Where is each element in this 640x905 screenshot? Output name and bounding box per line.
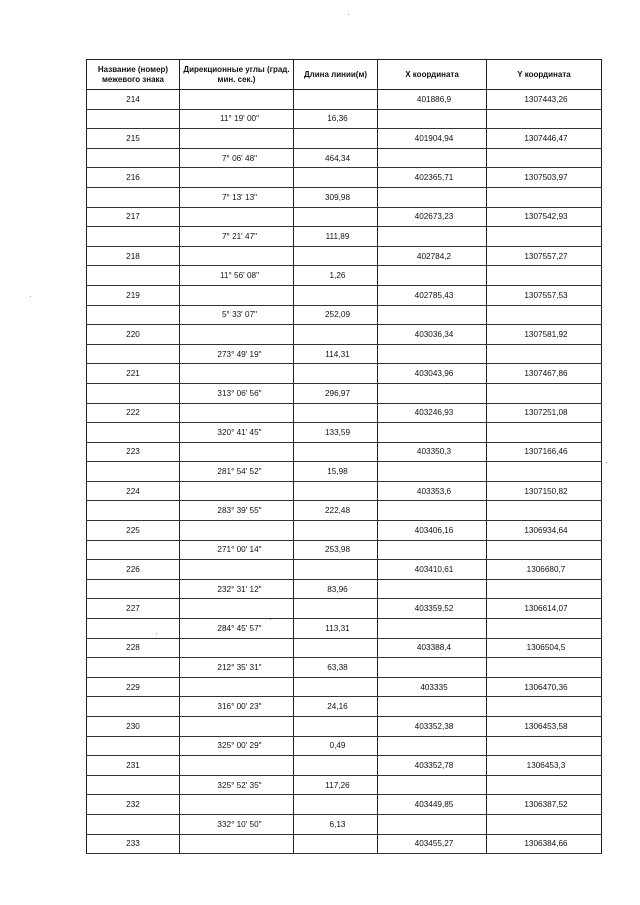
y-coordinate: 1307581,92 xyxy=(487,325,602,345)
empty-cell xyxy=(294,756,378,776)
empty-cell xyxy=(180,364,294,384)
empty-cell xyxy=(378,383,487,403)
empty-cell xyxy=(294,246,378,266)
empty-cell xyxy=(180,403,294,423)
point-row xyxy=(87,599,602,619)
point-name: 233 xyxy=(87,834,180,854)
line-length: 464,34 xyxy=(294,148,378,168)
segment-row xyxy=(87,775,602,795)
scan-speck xyxy=(606,462,607,463)
point-row xyxy=(87,168,602,188)
empty-cell xyxy=(294,599,378,619)
empty-cell xyxy=(294,638,378,658)
header-length: Длина линии(м) xyxy=(294,60,378,90)
x-coordinate: 403455,27 xyxy=(378,834,487,854)
direction-angle: 7° 21' 47" xyxy=(180,227,294,247)
empty-cell xyxy=(487,697,602,717)
empty-cell xyxy=(180,521,294,541)
segment-row xyxy=(87,266,602,286)
direction-angle: 320° 41' 45" xyxy=(180,423,294,443)
line-length: 309,98 xyxy=(294,187,378,207)
segment-row xyxy=(87,814,602,834)
empty-cell xyxy=(294,717,378,737)
y-coordinate: 1306680,7 xyxy=(487,560,602,580)
point-name: 232 xyxy=(87,795,180,815)
header-angle: Дирекционные углы (град. мин. сек.) xyxy=(180,60,294,90)
scan-speck xyxy=(348,14,349,15)
empty-cell xyxy=(180,442,294,462)
segment-row xyxy=(87,423,602,443)
empty-cell xyxy=(87,658,180,678)
segment-row xyxy=(87,697,602,717)
y-coordinate: 1306934,64 xyxy=(487,521,602,541)
empty-cell xyxy=(378,266,487,286)
x-coordinate: 403353,6 xyxy=(378,481,487,501)
segment-row xyxy=(87,227,602,247)
y-coordinate: 1307467,86 xyxy=(487,364,602,384)
empty-cell xyxy=(487,227,602,247)
empty-cell xyxy=(378,540,487,560)
direction-angle: 325° 00' 29" xyxy=(180,736,294,756)
y-coordinate: 1306387,52 xyxy=(487,795,602,815)
point-name: 214 xyxy=(87,90,180,110)
empty-cell xyxy=(378,227,487,247)
direction-angle: 273° 49' 19" xyxy=(180,344,294,364)
header-x: X координата xyxy=(378,60,487,90)
x-coordinate: 403350,3 xyxy=(378,442,487,462)
line-length: 117,26 xyxy=(294,775,378,795)
table-body xyxy=(87,90,602,854)
segment-row xyxy=(87,579,602,599)
empty-cell xyxy=(87,697,180,717)
empty-cell xyxy=(87,501,180,521)
line-length: 0,49 xyxy=(294,736,378,756)
empty-cell xyxy=(487,109,602,129)
segment-row xyxy=(87,658,602,678)
x-coordinate: 402365,71 xyxy=(378,168,487,188)
point-row xyxy=(87,403,602,423)
y-coordinate: 1306384,66 xyxy=(487,834,602,854)
line-length: 296,97 xyxy=(294,383,378,403)
empty-cell xyxy=(378,187,487,207)
header-y: Y координата xyxy=(487,60,602,90)
line-length: 253,98 xyxy=(294,540,378,560)
empty-cell xyxy=(180,246,294,266)
line-length: 83,96 xyxy=(294,579,378,599)
empty-cell xyxy=(87,775,180,795)
point-name: 216 xyxy=(87,168,180,188)
y-coordinate: 1307542,93 xyxy=(487,207,602,227)
empty-cell xyxy=(180,795,294,815)
x-coordinate: 403359,52 xyxy=(378,599,487,619)
empty-cell xyxy=(487,579,602,599)
line-length: 133,59 xyxy=(294,423,378,443)
point-row xyxy=(87,560,602,580)
empty-cell xyxy=(180,129,294,149)
point-name: 215 xyxy=(87,129,180,149)
x-coordinate: 403352,78 xyxy=(378,756,487,776)
empty-cell xyxy=(378,619,487,639)
point-row xyxy=(87,285,602,305)
point-row xyxy=(87,834,602,854)
empty-cell xyxy=(180,481,294,501)
direction-angle: 271° 00' 14" xyxy=(180,540,294,560)
point-name: 223 xyxy=(87,442,180,462)
y-coordinate: 1307557,53 xyxy=(487,285,602,305)
empty-cell xyxy=(378,148,487,168)
y-coordinate: 1306453,3 xyxy=(487,756,602,776)
empty-cell xyxy=(87,619,180,639)
line-length: 222,48 xyxy=(294,501,378,521)
empty-cell xyxy=(87,187,180,207)
y-coordinate: 1307443,26 xyxy=(487,90,602,110)
empty-cell xyxy=(487,305,602,325)
empty-cell xyxy=(87,540,180,560)
point-name: 217 xyxy=(87,207,180,227)
empty-cell xyxy=(487,148,602,168)
direction-angle: 11° 19' 00" xyxy=(180,109,294,129)
empty-cell xyxy=(87,423,180,443)
point-row xyxy=(87,677,602,697)
empty-cell xyxy=(487,658,602,678)
y-coordinate: 1306504,5 xyxy=(487,638,602,658)
direction-angle: 283° 39' 55" xyxy=(180,501,294,521)
empty-cell xyxy=(487,619,602,639)
empty-cell xyxy=(378,658,487,678)
y-coordinate: 1306453,58 xyxy=(487,717,602,737)
x-coordinate: 403406,16 xyxy=(378,521,487,541)
x-coordinate: 403043,96 xyxy=(378,364,487,384)
empty-cell xyxy=(180,677,294,697)
empty-cell xyxy=(294,677,378,697)
y-coordinate: 1307166,46 xyxy=(487,442,602,462)
x-coordinate: 403246,93 xyxy=(378,403,487,423)
point-row xyxy=(87,442,602,462)
direction-angle: 281° 54' 52" xyxy=(180,462,294,482)
empty-cell xyxy=(378,109,487,129)
empty-cell xyxy=(294,325,378,345)
point-name: 222 xyxy=(87,403,180,423)
x-coordinate: 402673,23 xyxy=(378,207,487,227)
empty-cell xyxy=(180,638,294,658)
empty-cell xyxy=(87,109,180,129)
empty-cell xyxy=(487,344,602,364)
y-coordinate: 1307150,82 xyxy=(487,481,602,501)
line-length: 15,98 xyxy=(294,462,378,482)
point-row xyxy=(87,246,602,266)
segment-row xyxy=(87,148,602,168)
y-coordinate: 1307503,97 xyxy=(487,168,602,188)
empty-cell xyxy=(87,148,180,168)
point-name: 224 xyxy=(87,481,180,501)
direction-angle: 325° 52' 35" xyxy=(180,775,294,795)
empty-cell xyxy=(180,756,294,776)
empty-cell xyxy=(487,462,602,482)
point-row xyxy=(87,207,602,227)
boundary-coordinates-table xyxy=(86,59,602,854)
empty-cell xyxy=(180,90,294,110)
point-name: 228 xyxy=(87,638,180,658)
direction-angle: 284° 45' 57" xyxy=(180,619,294,639)
point-name: 219 xyxy=(87,285,180,305)
empty-cell xyxy=(487,423,602,443)
empty-cell xyxy=(180,207,294,227)
segment-row xyxy=(87,736,602,756)
x-coordinate: 403335 xyxy=(378,677,487,697)
direction-angle: 332° 10' 50" xyxy=(180,814,294,834)
empty-cell xyxy=(180,560,294,580)
empty-cell xyxy=(180,285,294,305)
empty-cell xyxy=(294,364,378,384)
empty-cell xyxy=(294,442,378,462)
empty-cell xyxy=(180,599,294,619)
line-length: 252,09 xyxy=(294,305,378,325)
empty-cell xyxy=(487,266,602,286)
point-name: 221 xyxy=(87,364,180,384)
y-coordinate: 1307251,08 xyxy=(487,403,602,423)
direction-angle: 313° 06' 56" xyxy=(180,383,294,403)
x-coordinate: 403449,85 xyxy=(378,795,487,815)
point-row xyxy=(87,90,602,110)
empty-cell xyxy=(378,697,487,717)
empty-cell xyxy=(294,168,378,188)
direction-angle: 212° 35' 31" xyxy=(180,658,294,678)
direction-angle: 316° 00' 23" xyxy=(180,697,294,717)
empty-cell xyxy=(378,814,487,834)
empty-cell xyxy=(294,481,378,501)
empty-cell xyxy=(294,560,378,580)
line-length: 24,16 xyxy=(294,697,378,717)
point-name: 229 xyxy=(87,677,180,697)
empty-cell xyxy=(378,305,487,325)
empty-cell xyxy=(87,462,180,482)
empty-cell xyxy=(180,168,294,188)
segment-row xyxy=(87,383,602,403)
empty-cell xyxy=(87,814,180,834)
x-coordinate: 402785,43 xyxy=(378,285,487,305)
empty-cell xyxy=(87,579,180,599)
line-length: 6,13 xyxy=(294,814,378,834)
point-row xyxy=(87,521,602,541)
empty-cell xyxy=(378,501,487,521)
point-row xyxy=(87,717,602,737)
x-coordinate: 401904,94 xyxy=(378,129,487,149)
empty-cell xyxy=(378,775,487,795)
y-coordinate: 1307446,47 xyxy=(487,129,602,149)
point-row xyxy=(87,364,602,384)
x-coordinate: 401886,9 xyxy=(378,90,487,110)
line-length: 114,31 xyxy=(294,344,378,364)
direction-angle: 7° 13' 13" xyxy=(180,187,294,207)
empty-cell xyxy=(294,834,378,854)
empty-cell xyxy=(487,736,602,756)
table-header-row xyxy=(87,60,602,90)
empty-cell xyxy=(87,344,180,364)
empty-cell xyxy=(294,90,378,110)
empty-cell xyxy=(294,207,378,227)
empty-cell xyxy=(180,325,294,345)
point-row xyxy=(87,325,602,345)
empty-cell xyxy=(87,266,180,286)
empty-cell xyxy=(294,403,378,423)
segment-row xyxy=(87,344,602,364)
header-name: Название (номер) межевого знака xyxy=(87,60,180,90)
line-length: 16,36 xyxy=(294,109,378,129)
point-name: 231 xyxy=(87,756,180,776)
line-length: 113,31 xyxy=(294,619,378,639)
scan-speck xyxy=(30,296,31,297)
empty-cell xyxy=(294,521,378,541)
y-coordinate: 1306614,07 xyxy=(487,599,602,619)
point-name: 225 xyxy=(87,521,180,541)
direction-angle: 11° 56' 08" xyxy=(180,266,294,286)
y-coordinate: 1307557,27 xyxy=(487,246,602,266)
point-name: 218 xyxy=(87,246,180,266)
empty-cell xyxy=(87,736,180,756)
point-row xyxy=(87,756,602,776)
empty-cell xyxy=(378,579,487,599)
empty-cell xyxy=(487,383,602,403)
direction-angle: 5° 33' 07" xyxy=(180,305,294,325)
segment-row xyxy=(87,305,602,325)
empty-cell xyxy=(87,305,180,325)
segment-row xyxy=(87,501,602,521)
segment-row xyxy=(87,540,602,560)
point-row xyxy=(87,638,602,658)
empty-cell xyxy=(87,227,180,247)
point-name: 226 xyxy=(87,560,180,580)
point-name: 227 xyxy=(87,599,180,619)
empty-cell xyxy=(378,462,487,482)
empty-cell xyxy=(378,736,487,756)
x-coordinate: 403388,4 xyxy=(378,638,487,658)
point-name: 220 xyxy=(87,325,180,345)
empty-cell xyxy=(180,834,294,854)
x-coordinate: 402784,2 xyxy=(378,246,487,266)
empty-cell xyxy=(87,383,180,403)
x-coordinate: 403036,34 xyxy=(378,325,487,345)
empty-cell xyxy=(294,795,378,815)
direction-angle: 232° 31' 12" xyxy=(180,579,294,599)
empty-cell xyxy=(378,423,487,443)
direction-angle: 7° 06' 48" xyxy=(180,148,294,168)
point-name: 230 xyxy=(87,717,180,737)
segment-row xyxy=(87,462,602,482)
line-length: 1,26 xyxy=(294,266,378,286)
segment-row xyxy=(87,187,602,207)
line-length: 63,38 xyxy=(294,658,378,678)
point-row xyxy=(87,795,602,815)
segment-row xyxy=(87,109,602,129)
x-coordinate: 403352,38 xyxy=(378,717,487,737)
empty-cell xyxy=(487,501,602,521)
empty-cell xyxy=(294,129,378,149)
empty-cell xyxy=(294,285,378,305)
empty-cell xyxy=(487,814,602,834)
empty-cell xyxy=(378,344,487,364)
y-coordinate: 1306470,36 xyxy=(487,677,602,697)
empty-cell xyxy=(487,187,602,207)
empty-cell xyxy=(487,775,602,795)
point-row xyxy=(87,129,602,149)
segment-row xyxy=(87,619,602,639)
line-length: 111,89 xyxy=(294,227,378,247)
empty-cell xyxy=(180,717,294,737)
point-row xyxy=(87,481,602,501)
empty-cell xyxy=(487,540,602,560)
x-coordinate: 403410,61 xyxy=(378,560,487,580)
